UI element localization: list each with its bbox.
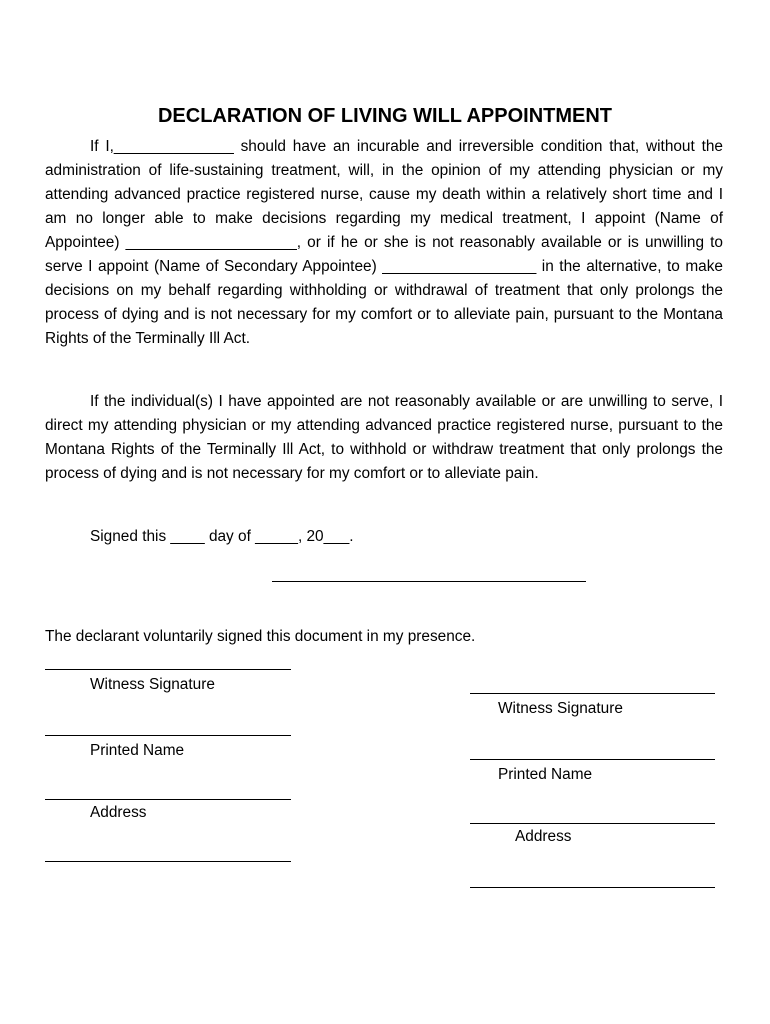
right-printed-name-line[interactable] <box>470 759 715 760</box>
left-witness-signature-label: Witness Signature <box>90 676 215 693</box>
left-printed-name-line[interactable] <box>45 735 291 736</box>
right-witness-signature-label: Witness Signature <box>498 700 623 717</box>
right-printed-name-label: Printed Name <box>498 766 593 783</box>
paragraph-appointment: If I,______________ should have an incurable and irreversible condition that, without the administration of life-sustaining treatment, will, in the opinion of my attending physician or my attending advanced practice registered nurse, cause my death within a relatively short time and I am no longer able to make decisions regarding my medical treatment, I appoint (Name of Appointee) ____________________, or if he or she is not reasonably available or is unwilling to serve I appoint (Name of Secondary Appointee) __________________ in the alternative, to make decisions on my behalf regarding withholding or withdrawal of treatment that only prolongs the process of dying and is not necessary for my comfort or to alleviate pain, pursuant to the Montana Rights of the Terminally Ill Act. <box>45 138 723 347</box>
left-address-line-2[interactable] <box>45 861 291 862</box>
declarant-signature-line[interactable] <box>272 581 586 582</box>
right-address-line-2[interactable] <box>470 887 715 888</box>
right-witness-signature-line[interactable] <box>470 693 715 694</box>
signed-date-line: Signed this ____ day of _____, 20___. <box>90 528 354 545</box>
witness-statement: The declarant voluntarily signed this document in my presence. <box>45 628 476 645</box>
left-printed-name-label: Printed Name <box>90 742 185 759</box>
document-title: DECLARATION OF LIVING WILL APPOINTMENT <box>157 105 613 127</box>
paragraph-direction: If the individual(s) I have appointed are not reasonably available or are unwilling to serve, I direct my attending physician or my attending advanced practice registered nurse, pursuant to the Montana Rights of the Terminally Ill Act, to withhold or withdraw treatment that only prolongs the process of dying and is not necessary for my comfort or to alleviate pain. <box>45 393 723 482</box>
right-address-label: Address <box>515 828 572 845</box>
left-address-label: Address <box>90 804 147 821</box>
right-address-line[interactable] <box>470 823 715 824</box>
left-address-line[interactable] <box>45 799 291 800</box>
left-witness-signature-line[interactable] <box>45 669 291 670</box>
